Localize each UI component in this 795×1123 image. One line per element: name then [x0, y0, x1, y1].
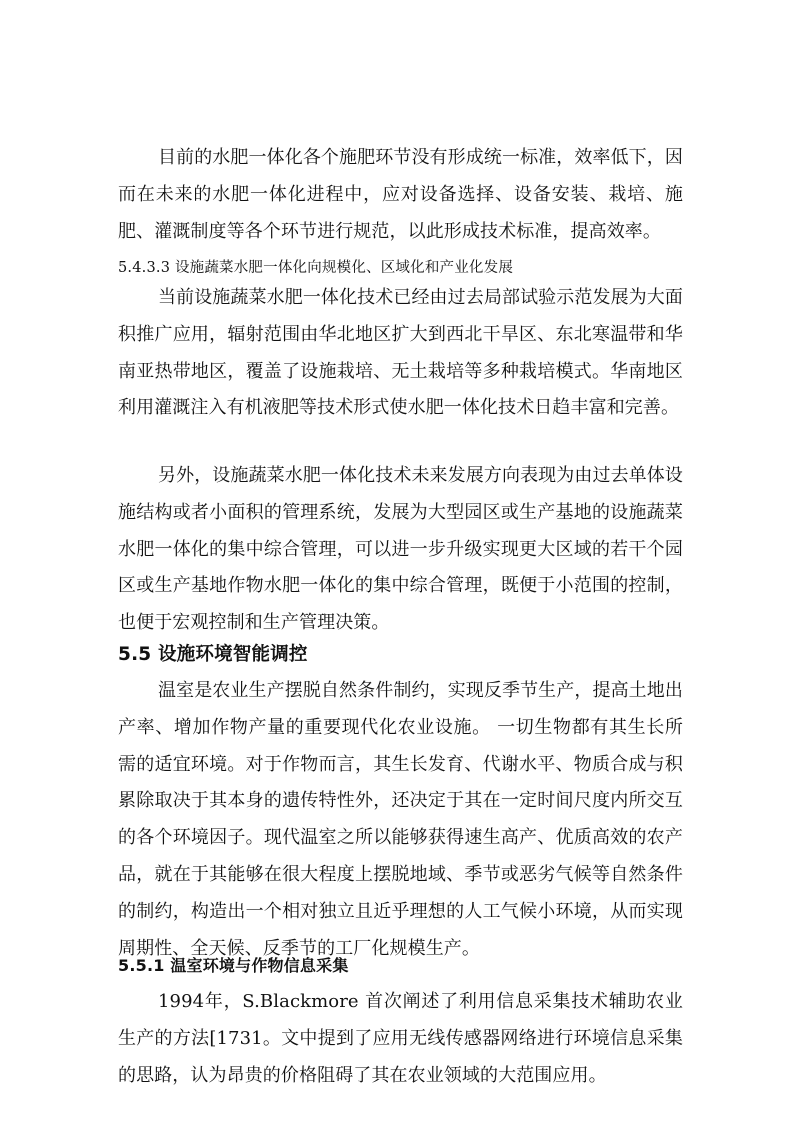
paragraph-text: 另外，设施蔬菜水肥一体化技术未来发展方向表现为由过去单体设施结构或者小面积的管理系统，发展为大型园区或生产基地的设施蔬菜水肥一体化的集中综合管理，可以进一步升级实现更大区域的若干个园区或生产基地作物水肥一体化的集中综合管理，既便于小范围的控制，也便于宏观控制和生产管理决策。 [118, 465, 683, 634]
heading-text: 5.5.1 温室环境与作物信息采集 [118, 956, 349, 975]
paragraph-text: 目前的水肥一体化各个施肥环节没有形成统一标准，效率低下，因而在未来的水肥一体化进程中，应对设备选择、设备安装、栽培、施肥、灌溉制度等各个环节进行规范，以此形成技术标准，提高效率。 [118, 147, 683, 242]
paragraph-standards [118, 140, 683, 250]
heading-text: 5.4.3.3 设施蔬菜水肥一体化向规模化、区域化和产业化发展 [118, 260, 514, 276]
paragraph-text: 当前设施蔬菜水肥一体化技术已经由过去局部试验示范发展为大面积推广应用，辐射范围由华北地区扩大到西北干旱区、东北寒温带和华南亚热带地区，覆盖了设施栽培、无土栽培等多种栽培模式。华南地区利用灌溉注入有机液肥等技术形式使水肥一体化技术日趋丰富和完善。 [118, 287, 683, 419]
paragraph-current-status [118, 280, 683, 427]
paragraph-text: 温室是农业生产摆脱自然条件制约，实现反季节生产，提高土地出产率、增加作物产量的重要现代化农业设施。 一切生物都有其生长所需的适宜环境。对于作物而言，其生长发育、代谢水平、物质合成与积累除取决于其本身的遗传特性外，还决定于其在一定时间尺度内所交互的各个环境因子。现代温室之所以能够获得速生高产、优质高效的农产品，就在于其能够在很大程度上摆脱地域、季节或恶劣气候等自然条件的制约，构造出一个相对独立且近乎理想的人工气候小环境，从而实现周期性、全天候、反季节的工厂化规模生产。 [118, 680, 683, 959]
section-heading-5-4-3-3 [118, 258, 683, 278]
heading-text: 5.5 设施环境智能调控 [118, 644, 308, 665]
section-heading-5-5-1 [118, 955, 683, 977]
section-heading-5-5 [118, 643, 683, 667]
paragraph-greenhouse [118, 673, 683, 967]
paragraph-text: 1994年，S.Blackmore 首次阐述了利用信息采集技术辅助农业生产的方法[1731。文中提到了应用无线传感器网络进行环境信息采集的思路，认为昂贵的价格阻碍了其在农业领域的大范围应用。 [118, 991, 683, 1086]
paragraph-future-direction [118, 458, 683, 642]
paragraph-sensor-history [118, 984, 683, 1094]
